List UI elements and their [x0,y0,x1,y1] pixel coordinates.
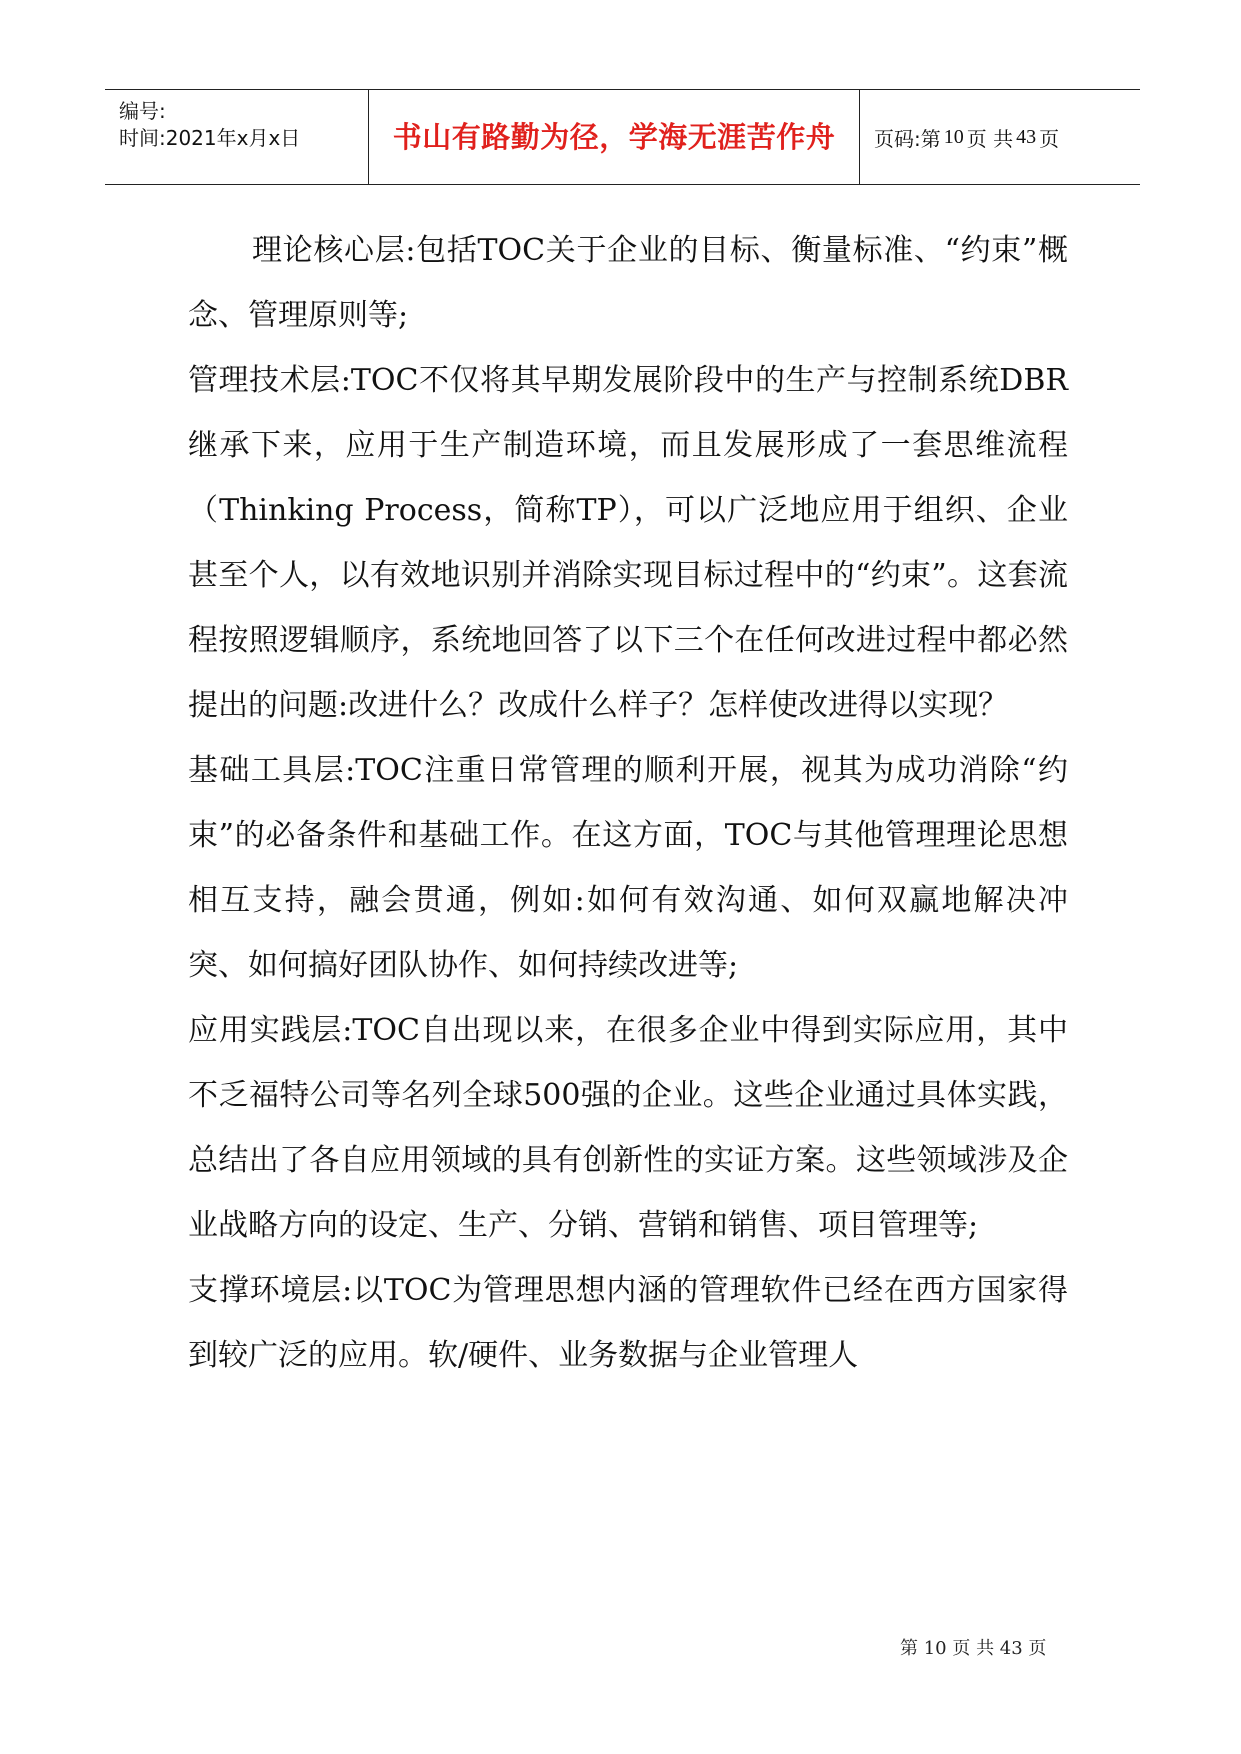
page-current: 10 [943,125,964,148]
document-number-label: 编号: [119,99,166,123]
page-mid: 页 共 [966,126,1014,151]
header-motto-cell [369,90,860,184]
paragraph-application-practice: 应用实践层:TOC自出现以来，在很多企业中得到实际应用，其中不乏福特公司等名列全球500强的企业。这些企业通过具体实践，总结出了各自应用领域的具有创新性的实证方案。这些领域涉及企业战略方向的设定、生产、分销、营销和销售、项目管理等; [188,1013,1068,1243]
page-prefix: 页码:第 [874,126,941,151]
paragraph-basic-tools: 基础工具层:TOC注重日常管理的顺利开展，视其为成功消除“约束”的必备条件和基础工作。在这方面，TOC与其他管理理论思想相互支持，融会贯通，例如:如何有效沟通、如何双赢地解决冲突、如何搞好团队协作、如何持续改进等; [188,753,1068,983]
page-suffix: 页 [1039,126,1060,151]
header-meta-cell [105,90,369,184]
page-total: 43 [1016,125,1037,148]
page-header [105,89,1140,185]
header-motto: 书山有路勤为径，学海无涯苦作舟 [392,119,836,154]
page-footer: 第 10 页 共 43 页 [900,1638,1047,1659]
header-page-cell [860,90,1140,184]
document-time-label: 时间:2021年x月x日 [119,126,301,150]
document-body [188,218,1068,1388]
paragraph-theory-core: 理论核心层:包括TOC关于企业的目标、衡量标准、“约束”概念、管理原则等; [188,233,1068,333]
paragraph-support-environment: 支撑环境层:以TOC为管理思想内涵的管理软件已经在西方国家得到较广泛的应用。软/硬件、业务数据与企业管理人 [188,1273,1068,1373]
paragraph-management-tech: 管理技术层:TOC不仅将其早期发展阶段中的生产与控制系统DBR继承下来，应用于生产制造环境，而且发展形成了一套思维流程（Thinking Process，简称TP），可以广泛地应用于组织、企业甚至个人，以有效地识别并消除实现目标过程中的“约束”。这套流程按照逻辑顺序，系统地回答了以下三个在任何改进过程中都必然提出的问题:改进什么？改成什么样子？怎样使改进得以实现？ [188,363,1068,723]
